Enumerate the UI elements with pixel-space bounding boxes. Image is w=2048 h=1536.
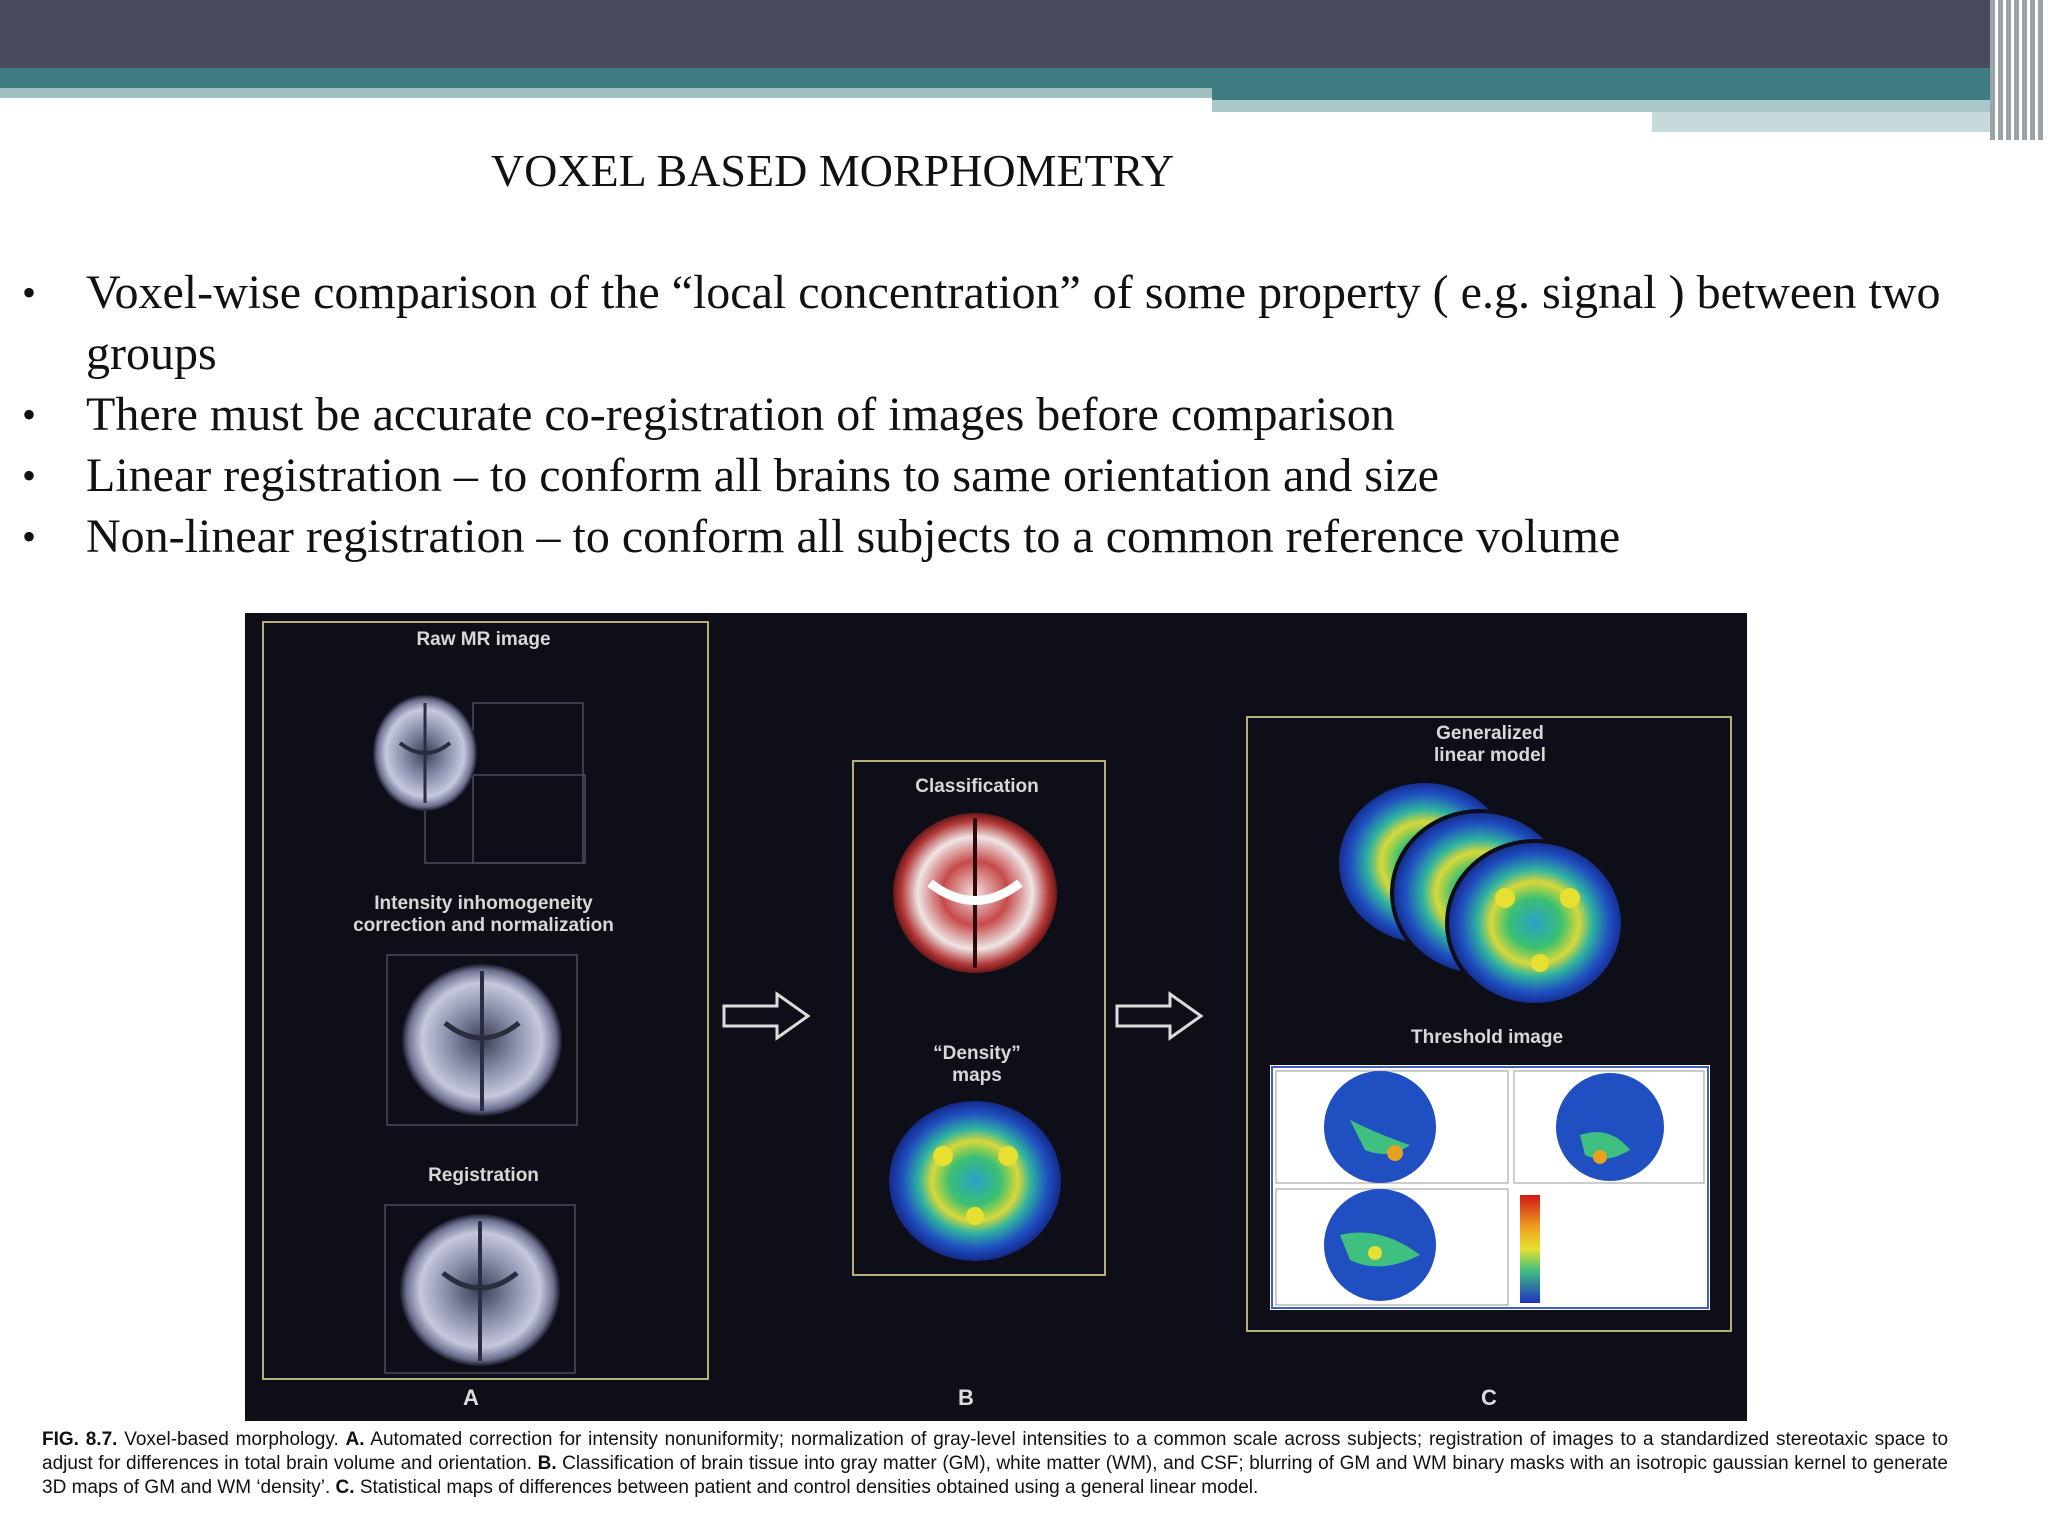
panel-b-step2-line1: “Density” [933, 1043, 1021, 1064]
header-accent-right [1212, 68, 2002, 100]
vbm-figure [245, 613, 1747, 1421]
panel-c-letter: C [1481, 1385, 1497, 1410]
arrow-b-to-c-icon [1115, 991, 1205, 1041]
panel-b-step2-label [852, 1043, 1102, 1087]
caption-text-2: Automated correction for intensity nonuniformity; normalization of gray-level intensities to a common scale across subjects; registration of images to a standardized stereotaxic space to adjust for differences in total brain volume and orientation. [42, 1429, 1948, 1474]
arrow-a-to-b-icon [722, 991, 812, 1041]
panel-c-step1-label [1345, 723, 1635, 767]
bullet-list [22, 262, 2022, 567]
header-accent-right-light [1212, 100, 2002, 112]
panel-c-step1-line2: linear model [1434, 745, 1546, 766]
caption-text-1: Voxel-based morphology. [117, 1429, 346, 1450]
header-bar [0, 0, 2048, 68]
threshold-images [1270, 1065, 1710, 1310]
header-accent-right-pale [1652, 112, 2002, 132]
panel-a-step2-label [262, 893, 705, 937]
panel-a-step1-label: Raw MR image [416, 629, 551, 650]
panel-c-step1-line1: Generalized [1436, 723, 1544, 744]
panel-a-step3-label: Registration [428, 1165, 539, 1186]
bullet-item: • Linear registration – to conform all brains to same orientation and size [22, 445, 2022, 506]
caption-b-label: B. [537, 1453, 557, 1474]
slide-title: VOXEL BASED MORPHOMETRY [490, 145, 1175, 196]
panel-a-letter: A [463, 1385, 479, 1410]
panel-a-step2-line2: correction and normalization [353, 915, 614, 936]
bullet-item: • Voxel-wise comparison of the “local concentration” of some property ( e.g. signal ) between two groups [22, 262, 2022, 384]
panel-b-step2-line2: maps [952, 1065, 1002, 1086]
panel-b-step1-label: Classification [915, 776, 1039, 797]
caption-text-3: Classification of brain tissue into gray matter (GM), white matter (WM), and CSF; blurring of GM and WM binary masks with an isotropic gaussian kernel to generate 3D maps of GM and WM ‘density’. [42, 1453, 1948, 1498]
caption-fig-label: FIG. 8.7. [42, 1429, 118, 1450]
panel-b-letter: B [958, 1385, 974, 1410]
normalized-brain [385, 953, 585, 1133]
registered-brain [383, 1203, 583, 1378]
classification-brain [875, 808, 1075, 978]
caption-a-label: A. [345, 1429, 365, 1450]
caption-c-label: C. [335, 1477, 355, 1498]
raw-mr-brain [355, 683, 665, 883]
density-map-brain [873, 1096, 1078, 1266]
bullet-item: • Non-linear registration – to conform all subjects to a common reference volume [22, 506, 2022, 567]
header-accent-left-light [0, 88, 1215, 98]
panel-a-step2-line1: Intensity inhomogeneity [374, 893, 593, 914]
caption-text-4: Statistical maps of differences between patient and control densities obtained using a general linear model. [354, 1477, 1259, 1498]
header-accent-line [1212, 112, 1652, 118]
figure-caption [42, 1428, 1948, 1536]
glm-brain-stack [1330, 773, 1630, 1023]
header-accent-left [0, 68, 1215, 88]
panel-c-step2-label: Threshold image [1410, 1027, 1564, 1048]
bullet-item: • There must be accurate co-registration of images before comparison [22, 384, 2022, 445]
header-stripes [1990, 0, 2048, 140]
